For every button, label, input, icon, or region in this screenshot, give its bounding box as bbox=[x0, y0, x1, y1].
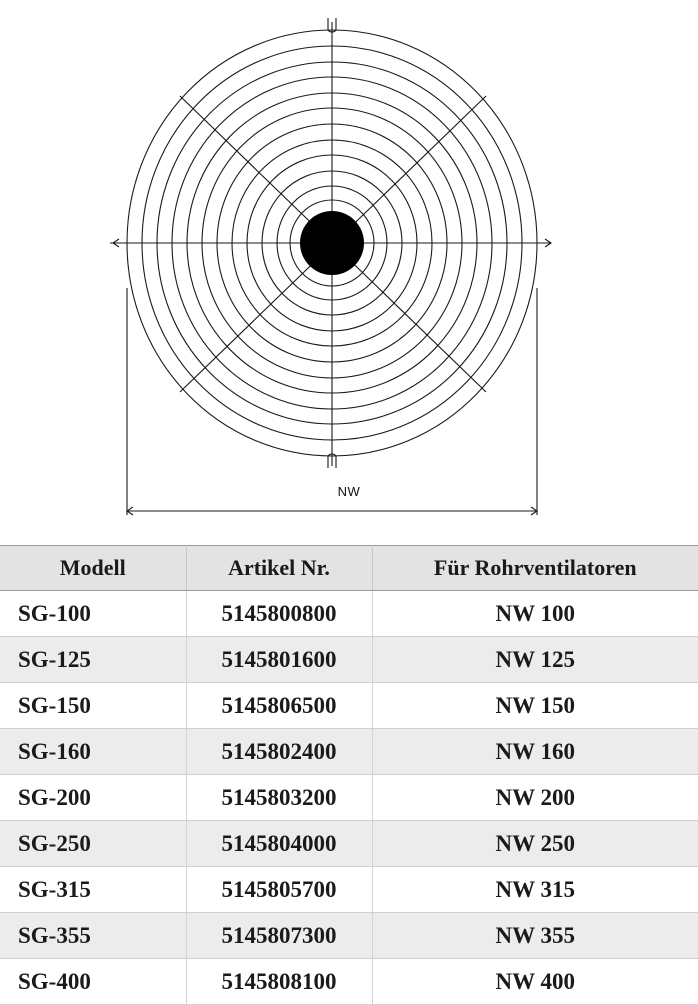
cell-model: SG-355 bbox=[0, 913, 186, 959]
cell-fan: NW 250 bbox=[372, 821, 698, 867]
column-header-artikel-nr: Artikel Nr. bbox=[186, 546, 372, 591]
cell-article: 5145802400 bbox=[186, 729, 372, 775]
cell-fan: NW 160 bbox=[372, 729, 698, 775]
column-header-fuer-rohrventilatoren: Für Rohrventilatoren bbox=[372, 546, 698, 591]
cell-model: SG-150 bbox=[0, 683, 186, 729]
table-header bbox=[0, 546, 698, 591]
cell-fan: NW 400 bbox=[372, 959, 698, 1005]
cell-fan: NW 100 bbox=[372, 591, 698, 637]
cell-model: SG-100 bbox=[0, 591, 186, 637]
table-row bbox=[0, 775, 698, 821]
cell-article: 5145800800 bbox=[186, 591, 372, 637]
cell-article: 5145803200 bbox=[186, 775, 372, 821]
cell-model: SG-315 bbox=[0, 867, 186, 913]
cell-model: SG-125 bbox=[0, 637, 186, 683]
table-row bbox=[0, 729, 698, 775]
table-row bbox=[0, 959, 698, 1005]
cell-fan: NW 150 bbox=[372, 683, 698, 729]
model-table bbox=[0, 545, 698, 1005]
table-header-row bbox=[0, 546, 698, 591]
table-row bbox=[0, 637, 698, 683]
dimension-label bbox=[0, 484, 698, 499]
cell-article: 5145805700 bbox=[186, 867, 372, 913]
hub bbox=[300, 211, 364, 275]
table-row bbox=[0, 591, 698, 637]
cell-model: SG-250 bbox=[0, 821, 186, 867]
cell-article: 5145807300 bbox=[186, 913, 372, 959]
cell-model: SG-400 bbox=[0, 959, 186, 1005]
cell-article: 5145804000 bbox=[186, 821, 372, 867]
cell-fan: NW 200 bbox=[372, 775, 698, 821]
cell-article: 5145801600 bbox=[186, 637, 372, 683]
table-row bbox=[0, 867, 698, 913]
cell-fan: NW 125 bbox=[372, 637, 698, 683]
dimension-label-text: NW bbox=[337, 484, 361, 499]
cell-model: SG-160 bbox=[0, 729, 186, 775]
table-body bbox=[0, 591, 698, 1005]
cell-article: 5145808100 bbox=[186, 959, 372, 1005]
table-row bbox=[0, 683, 698, 729]
cell-model: SG-200 bbox=[0, 775, 186, 821]
table-row bbox=[0, 821, 698, 867]
cell-article: 5145806500 bbox=[186, 683, 372, 729]
table-row bbox=[0, 913, 698, 959]
cell-fan: NW 315 bbox=[372, 867, 698, 913]
column-header-modell: Modell bbox=[0, 546, 186, 591]
cell-fan: NW 355 bbox=[372, 913, 698, 959]
